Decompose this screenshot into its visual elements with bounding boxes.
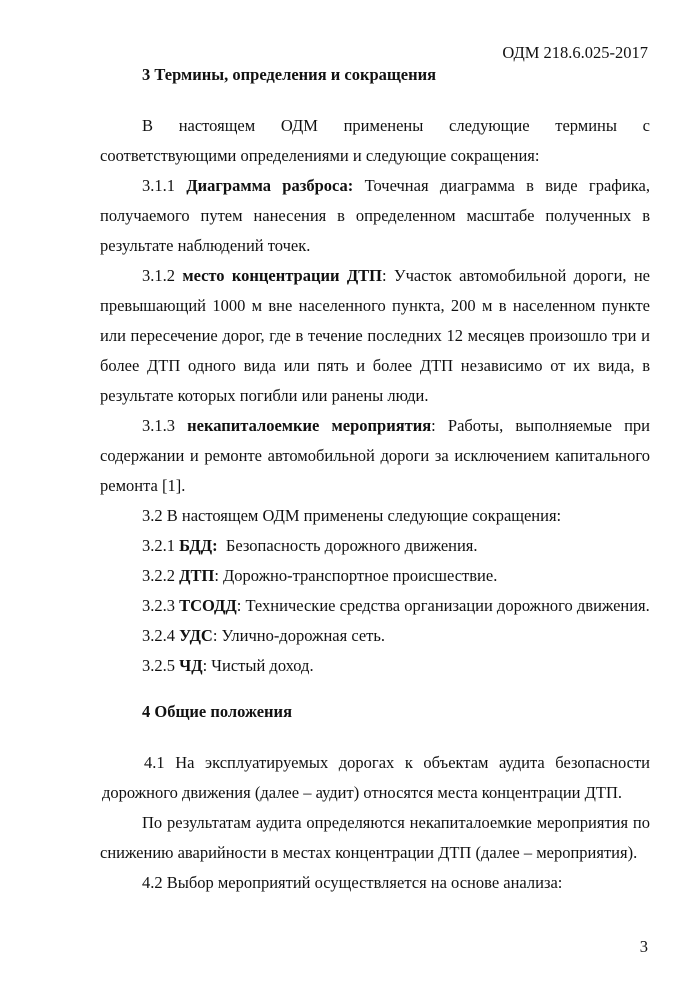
section-3-heading: 3 Термины, определения и сокращения xyxy=(142,65,437,84)
abbr-3-2-1 xyxy=(100,531,650,561)
abbr-number: 3.2.2 xyxy=(142,566,175,585)
term-name: Диаграмма разброса: xyxy=(186,176,354,195)
term-definition: : Участок автомобильной дороги, не превышающий 1000 м вне населенного пункта, 200 м в населенном пункте или пересечение дорог, где в течение последних 12 месяцев произошло три и более ДТП одного вида или пять и более ДТП независимо от их вида, в результате которых погибли или ранены люди. xyxy=(100,266,650,405)
abbr-number: 3.2.4 xyxy=(142,626,175,645)
section-4-heading: 4 Общие положения xyxy=(142,702,292,721)
abbr-3-2-4 xyxy=(100,621,650,651)
term-name: место концентрации ДТП xyxy=(182,266,383,285)
term-name: некапиталоемкие мероприятия xyxy=(187,416,432,435)
paragraph-4-1: 4.1 На эксплуатируемых дорогах к объектам аудита безопасности дорожного движения (далее – аудит) относятся места концентрации ДТП. xyxy=(102,753,650,802)
section-3-intro: В настоящем ОДМ применены следующие термины с соответствующими определениями и следующие сокращения: xyxy=(100,116,650,165)
term-number: 3.1.1 xyxy=(142,176,175,195)
abbr-3-2-3 xyxy=(100,591,650,621)
abbr-number: 3.2.1 xyxy=(142,536,175,555)
abbr-name: УДС xyxy=(179,626,213,645)
abbr-text: Безопасность дорожного движения. xyxy=(225,536,478,555)
term-3-1-1 xyxy=(100,171,650,261)
term-definition: : Работы, выполняемые при содержании и ремонте автомобильной дороги за исключением капитального ремонта [1]. xyxy=(100,416,650,495)
abbr-text: : Дорожно-транспортное происшествие. xyxy=(214,566,498,585)
abbreviations-intro: 3.2 В настоящем ОДМ применены следующие сокращения: xyxy=(142,506,562,525)
paragraph-4-2: 4.2 Выбор мероприятий осуществляется на основе анализа: xyxy=(142,873,563,892)
term-3-1-2 xyxy=(100,261,650,411)
abbr-name: БДД: xyxy=(179,536,218,555)
term-number: 3.1.2 xyxy=(142,266,175,285)
term-number: 3.1.3 xyxy=(142,416,175,435)
abbr-name: ДТП xyxy=(179,566,215,585)
abbr-name: ТСОДД xyxy=(179,596,237,615)
page-number: 3 xyxy=(639,937,648,956)
abbr-3-2-2 xyxy=(100,561,650,591)
abbr-name: ЧД xyxy=(179,656,203,675)
abbr-text: : Технические средства организации дорожного движения. xyxy=(236,596,650,615)
abbr-number: 3.2.3 xyxy=(142,596,175,615)
abbr-3-2-5 xyxy=(100,651,650,681)
paragraph-4-1-continued: По результатам аудита определяются некапиталоемкие мероприятия по снижению аварийности в местах концентрации ДТП (далее – мероприятия). xyxy=(100,813,650,862)
abbr-text: : Чистый доход. xyxy=(202,656,314,675)
term-definition: Точечная диаграмма в виде графика, получаемого путем нанесения в определенном масштабе полученных в результате наблюдений точек. xyxy=(100,176,651,255)
term-3-1-3 xyxy=(100,411,650,501)
abbr-text: : Улично-дорожная сеть. xyxy=(212,626,386,645)
page-content xyxy=(100,64,650,898)
abbr-number: 3.2.5 xyxy=(142,656,175,675)
document-code: ОДМ 218.6.025-2017 xyxy=(502,43,648,62)
